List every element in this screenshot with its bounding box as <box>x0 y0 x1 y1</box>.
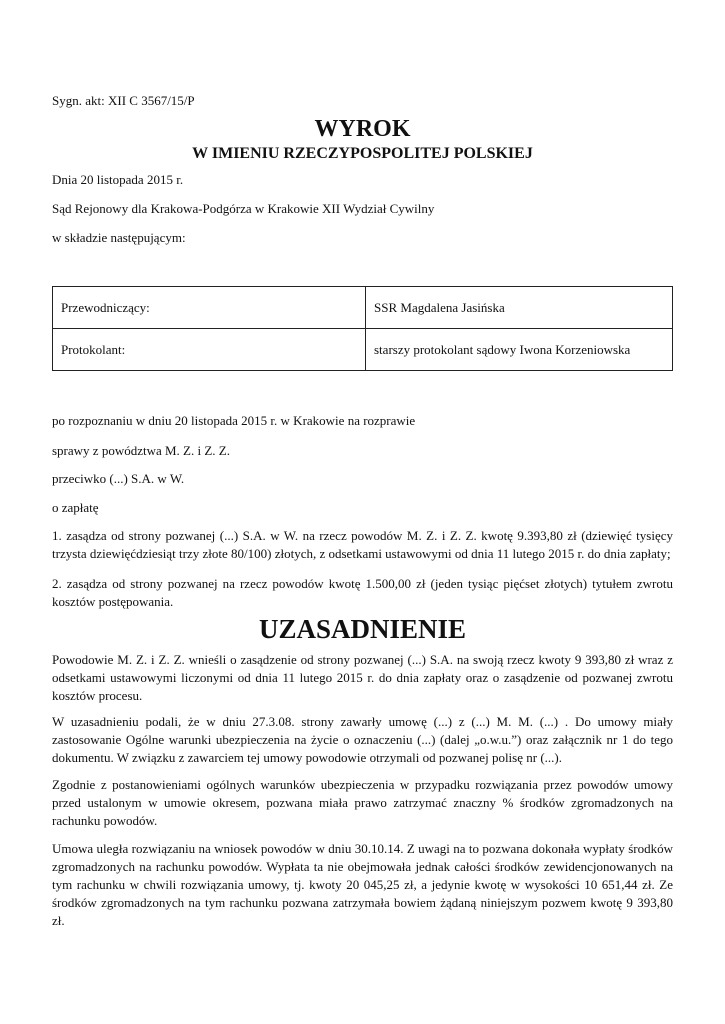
composition-intro: w składzie następującym: <box>52 230 186 245</box>
court-line: Sąd Rejonowy dla Krakowa-Podgórza w Krakowie XII Wydział Cywilny <box>52 201 435 216</box>
name-cell: starszy protokolant sądowy Iwona Korzeniowska <box>366 329 673 371</box>
composition-table <box>52 286 673 371</box>
justification-title: UZASADNIENIE <box>258 614 467 644</box>
role-cell: Przewodniczący: <box>53 287 366 329</box>
table-row <box>53 329 673 371</box>
subject-line: o zapłatę <box>52 500 99 515</box>
ruling-item-2: 2. zasądza od strony pozwanej na rzecz powodów kwotę 1.500,00 zł (jeden tysiąc pięćset złotych) tytułem zwrotu kosztów postępowania. <box>52 576 673 609</box>
page-title: WYROK <box>314 116 411 142</box>
against-line: przeciwko (...) S.A. w W. <box>52 471 185 486</box>
role-cell: Protokolant: <box>53 329 366 371</box>
justification-paragraph: Umowa uległa rozwiązaniu na wniosek powodów w dniu 30.10.14. Z uwagi na to pozwana dokonała wypłaty środków zgromadzonych na rachunku powodów. Wypłata ta nie obejmowała jednak całości środków zewidencjonowanych na tym rachunku w chwili rozwiązania umowy, tj. kwoty 20 045,25 zł, a jedynie kwotę w wysokości 10 651,44 zł. Ze środków zgromadzonych na tym rachunku pozwana zatrzymała bowiem żądaną niniejszym pozwem kwotę 9 393,80 zł. <box>52 841 673 928</box>
justification-paragraph: W uzasadnieniu podali, że w dniu 27.3.08. strony zawarły umowę (...) z (...) M. M. (...) . Do umowy miały zastosowanie Ogólne warunki ubezpieczenia na życie o oznaczeniu (...) (dalej „o.w.u.”) oraz załącznik nr 1 do tego dokumentu. W związku z zawarciem tej umowy powodowie otrzymali od pozwanej polisę nr (...). <box>52 714 673 765</box>
hearing-line: po rozpoznaniu w dniu 20 listopada 2015 r. w Krakowie na rozprawie <box>52 413 416 428</box>
justification-paragraph: Zgodnie z postanowieniami ogólnych warunków ubezpieczenia w przypadku rozwiązania przez powodów umowy przed ustalonym w umowie okresem, pozwana miała prawo zatrzymać znaczny % środków zgromadzonych na rachunku powodów. <box>52 777 673 828</box>
ruling-item-1: 1. zasądza od strony pozwanej (...) S.A. w W. na rzecz powodów M. Z. i Z. Z. kwotę 9.393,80 zł (dziewięć tysięcy trzysta dziewięćdziesiąt trzy złote 80/100) złotych, z odsetkami ustawowymi od dnia 11 lutego 2015 r. do dnia zapłaty; <box>52 528 673 561</box>
justification-paragraph: Powodowie M. Z. i Z. Z. wnieśli o zasądzenie od strony pozwanej (...) S.A. na swoją rzecz kwoty 9 393,80 zł wraz z odsetkami ustawowymi liczonymi od dnia 11 lutego 2015 r. do dnia zapłaty oraz o zasądzenie od pozwanej zwrotu kosztów procesu. <box>52 652 673 703</box>
table-row <box>53 287 673 329</box>
date-line: Dnia 20 listopada 2015 r. <box>52 172 184 187</box>
name-cell: SSR Magdalena Jasińska <box>366 287 673 329</box>
case-line: sprawy z powództwa M. Z. i Z. Z. <box>52 443 230 458</box>
page-subtitle: W IMIENIU RZECZYPOSPOLITEJ POLSKIEJ <box>192 145 533 162</box>
case-number: Sygn. akt: XII C 3567/15/P <box>52 93 195 108</box>
